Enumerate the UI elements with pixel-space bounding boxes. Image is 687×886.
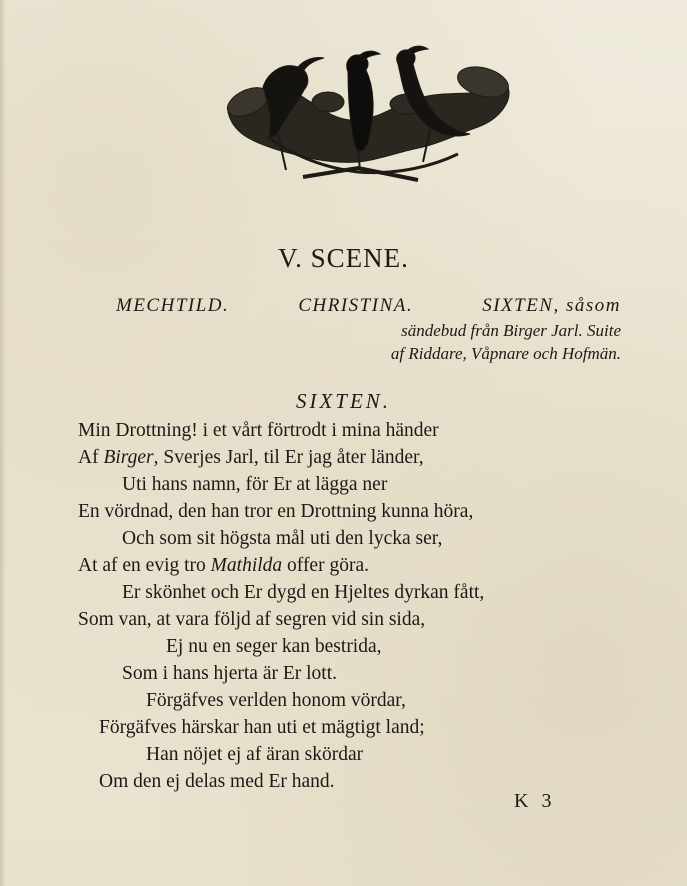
- verse-line-text-tail: , Sverjes Jarl, til Er jag åter länder,: [153, 447, 424, 468]
- verse-line-text: Förgäfves verlden honom vördar,: [146, 690, 406, 711]
- verse-line-text: At af en evig tro: [78, 555, 211, 576]
- verse-line: [99, 715, 425, 741]
- bird-vignette-ornament: [208, 42, 520, 187]
- verse-line-text: Som i hans hjerta är Er lott.: [122, 663, 337, 684]
- verse-line: [78, 553, 369, 579]
- verse-line-text: Som van, at vara följd af segren vid sin sida,: [78, 609, 426, 630]
- verse-line: [146, 688, 406, 714]
- verse-line-text: Förgäfves härskar han uti et mägtigt land;: [99, 717, 425, 738]
- page-gutter-shadow: [0, 0, 6, 886]
- cast-list: [116, 293, 621, 365]
- verse-line-text: Er skönhet och Er dygd en Hjeltes dyrkan fått,: [122, 582, 485, 603]
- verse-line: [146, 742, 363, 768]
- verse-line-text: Och som sit högsta mål uti den lycka ser,: [122, 528, 443, 549]
- verse-line-text: Af: [78, 447, 104, 468]
- verse-line-italic: Mathilda: [210, 555, 283, 576]
- cast-description-line-2: sändebud från Birger Jarl. Suite: [401, 321, 621, 340]
- verse-line: [99, 769, 335, 795]
- verse-line: [122, 580, 484, 606]
- cast-name-sixten: [482, 293, 621, 319]
- cast-line1-tail: såsom: [565, 295, 621, 316]
- verse-line: [78, 499, 473, 525]
- verse-line: [166, 634, 382, 660]
- cast-names-line: [116, 293, 621, 319]
- verse-line: [78, 418, 439, 444]
- signature-mark: K 3: [514, 790, 556, 812]
- cast-description-line-3: af Riddare, Våpnare och Hofmän.: [390, 344, 621, 363]
- cast-name-mechtild: MECHTILD.: [116, 295, 230, 316]
- verse-line-text: Om den ej delas med Er hand.: [99, 771, 335, 792]
- verse-line: [122, 526, 442, 552]
- speaker-name: SIXTEN.: [295, 389, 392, 413]
- verse-line-text-tail: offer göra.: [282, 555, 369, 576]
- verse-line-text: Uti hans namn, för Er at lägga ner: [122, 474, 388, 495]
- verse-line-text: Min Drottning! i et vårt förtrodt i mina händer: [78, 420, 439, 441]
- verse-line: [78, 445, 424, 471]
- verse-line: [78, 607, 425, 633]
- verse-line-text: Han nöjet ej af äran skördar: [146, 744, 364, 765]
- verse-line-text: En vördnad, den han tror en Drottning kunna höra,: [78, 501, 474, 522]
- cast-name-sixten-label: SIXTEN,: [482, 295, 560, 316]
- verse-line-text: Ej nu en seger kan bestrida,: [166, 636, 382, 657]
- verse-line: [122, 472, 387, 498]
- scene-title: V. SCENE.: [278, 243, 409, 273]
- verse-line: [122, 661, 337, 687]
- cast-name-christina: CHRISTINA.: [298, 295, 414, 316]
- verse-line-italic: Birger: [103, 447, 154, 468]
